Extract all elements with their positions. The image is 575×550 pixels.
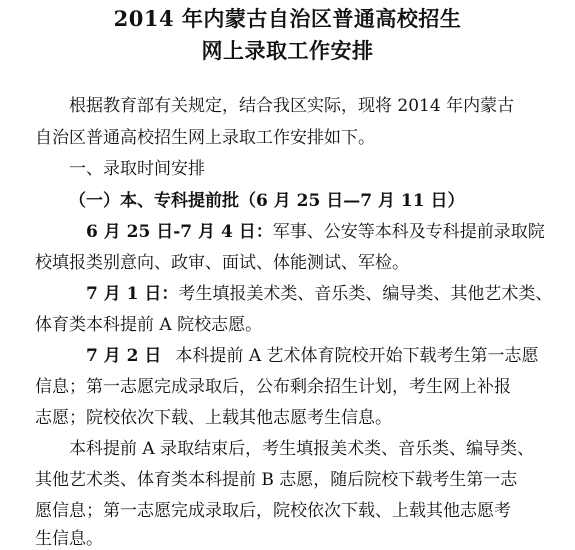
item3-line-3: 志愿；院校依次下载、上载其他志愿考生信息。 — [35, 408, 392, 428]
intro-line-2: 自治区普通高校招生网上录取工作安排如下。 — [35, 128, 375, 148]
item3-date: 7 月 2 日 — [86, 346, 162, 366]
item3-text-1: 本科提前 A 艺术体育院校开始下载考生第一志愿 — [175, 346, 539, 366]
item3-line-2: 信息；第一志愿完成录取后，公布剩余招生计划，考生网上补报 — [35, 377, 511, 397]
item1-text-1: 军事、公安等本科及专科提前录取院 — [272, 222, 545, 242]
item2-line-1 — [0, 283, 575, 305]
intro-line-1: 根据教育部有关规定，结合我区实际，现将 2014 年内蒙古 — [69, 96, 515, 116]
item1-line-1 — [0, 221, 575, 243]
para4-line-2: 其他艺术类、体育类本科提前 B 志愿，随后院校下载考生第一志 — [35, 470, 518, 490]
subsection-heading-early-batch: （一）本、专科提前批（6 月 25 日—7 月 11 日） — [69, 191, 465, 211]
document-title-line-2: 网上录取工作安排 — [201, 38, 374, 63]
para4-line-1: 本科提前 A 录取结束后，考生填报美术类、音乐类、编导类、 — [69, 439, 535, 459]
section-heading-admission-schedule: 一、录取时间安排 — [69, 159, 205, 179]
item2-line-2: 体育类本科提前 A 院校志愿。 — [35, 315, 263, 335]
item3-line-1 — [0, 345, 575, 367]
item2-date: 7 月 1 日： — [86, 284, 179, 304]
item2-text-1: 考生填报美术类、音乐类、编导类、其他艺术类、 — [178, 284, 553, 304]
document-title-line-1: 2014 年内蒙古自治区普通高校招生 — [113, 6, 462, 31]
item1-date: 6 月 25 日-7 月 4 日： — [86, 222, 273, 242]
para4-line-3: 愿信息；第一志愿完成录取后，院校依次下载、上载其他志愿考 — [35, 501, 511, 521]
para4-line-4: 生信息。 — [35, 529, 103, 549]
item1-line-2: 校填报类别意向、政审、面试、体能测试、军检。 — [35, 253, 409, 273]
